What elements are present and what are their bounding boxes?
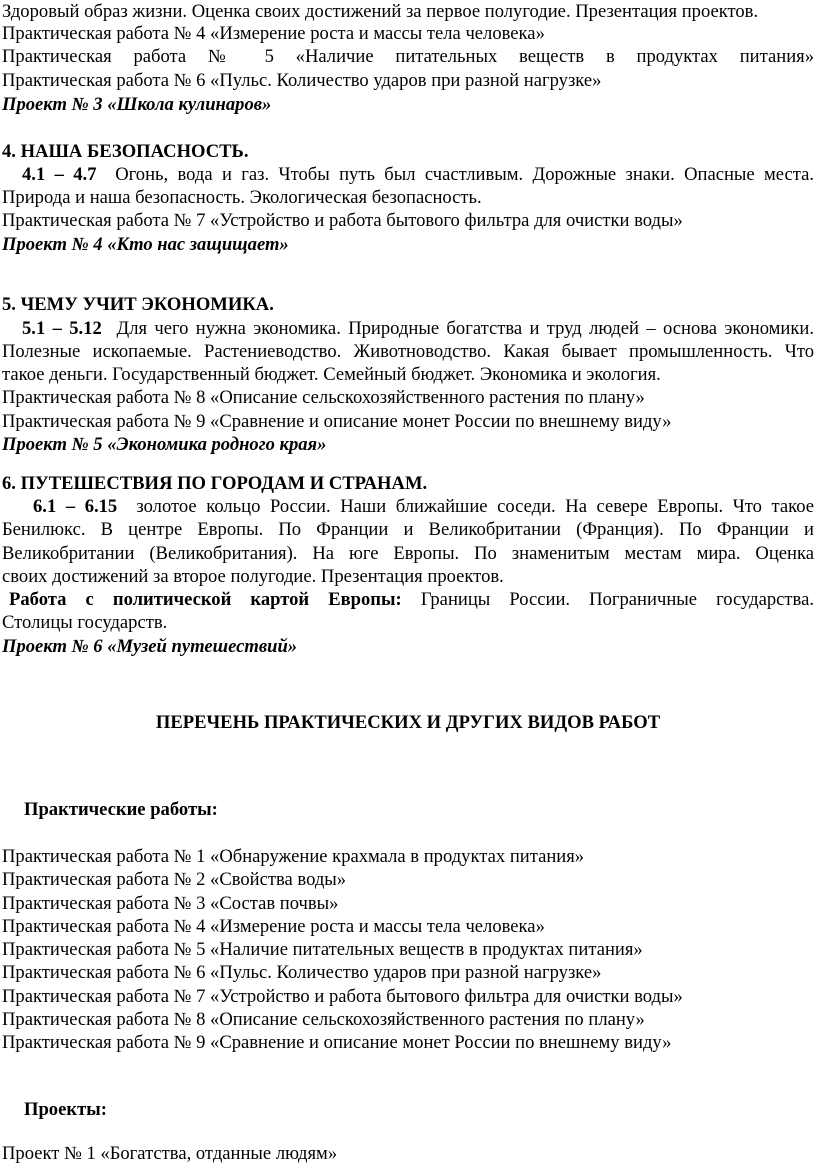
section5-topics-line3: такое деньги. Государственный бюджет. Семейный бюджет. Экономика и экология. — [2, 364, 661, 385]
practical-works-heading: Практические работы: — [24, 799, 218, 820]
practical-work-8: Практическая работа № 8 «Описание сельскохозяйственного растения по плану» — [2, 387, 645, 408]
practical-work-4: Практическая работа № 4 «Измерение роста и массы тела человека» — [2, 23, 545, 44]
section5-topics-line2: Полезные ископаемые. Растениеводство. Животноводство. Какая бывает промышленность. Что — [2, 341, 814, 362]
section4-heading: 4. НАША БЕЗОПАСНОСТЬ. — [2, 141, 249, 162]
list-item: Практическая работа № 5 «Наличие питательных веществ в продуктах питания» — [2, 939, 643, 960]
section4-topics-line1 — [22, 164, 814, 187]
section4-topics-text: Огонь, вода и газ. Чтобы путь был счастливым. Дорожные знаки. Опасные места. — [115, 164, 814, 185]
section6-topics-line2: Бенилюкс. В центре Европы. По Франции и Великобритании (Франция). По Франции и — [2, 519, 814, 540]
list-item: Проект № 1 «Богатства, отданные людям» — [2, 1143, 338, 1164]
section5-range: 5.1 – 5.12 — [22, 318, 102, 339]
projects-heading: Проекты: — [24, 1099, 107, 1120]
practical-work-6: Практическая работа № 6 «Пульс. Количество ударов при разной нагрузке» — [2, 70, 602, 91]
section4-topics-line2: Природа и наша безопасность. Экологическая безопасность. — [2, 187, 482, 208]
project-3: Проект № 3 «Школа кулинаров» — [2, 94, 272, 115]
list-item: Практическая работа № 8 «Описание сельскохозяйственного растения по плану» — [2, 1009, 645, 1030]
section5-topics-text: Для чего нужна экономика. Природные богатства и труд людей – основа экономики. — [116, 318, 815, 339]
map-work-label: Работа с политической картой Европы: — [9, 589, 402, 610]
map-work-text: Границы России. Пограничные государства. — [420, 589, 814, 610]
section3-topics: Здоровый образ жизни. Оценка своих достижений за первое полугодие. Презентация проектов. — [2, 1, 759, 22]
practical-work-5: Практическая работа № 5 «Наличие питательных веществ в продуктах питания» — [2, 46, 814, 67]
list-item: Практическая работа № 7 «Устройство и работа бытового фильтра для очистки воды» — [2, 986, 683, 1007]
section6-topics-line4: своих достижений за второе полугодие. Презентация проектов. — [2, 566, 504, 587]
section4-range: 4.1 – 4.7 — [22, 164, 97, 185]
list-item: Практическая работа № 6 «Пульс. Количество ударов при разной нагрузке» — [2, 962, 602, 983]
section5-heading: 5. ЧЕМУ УЧИТ ЭКОНОМИКА. — [2, 294, 274, 315]
list-item: Практическая работа № 3 «Состав почвы» — [2, 893, 339, 914]
map-work-line2: Столицы государств. — [2, 612, 168, 633]
practical-work-7: Практическая работа № 7 «Устройство и работа бытового фильтра для очистки воды» — [2, 210, 683, 231]
list-item: Практическая работа № 9 «Сравнение и описание монет России по внешнему виду» — [2, 1032, 672, 1053]
section6-topics-line1 — [33, 496, 814, 519]
map-work-line — [9, 589, 814, 612]
list-item: Практическая работа № 1 «Обнаружение крахмала в продуктах питания» — [2, 846, 585, 867]
list-item: Практическая работа № 2 «Свойства воды» — [2, 869, 347, 890]
project-5: Проект № 5 «Экономика родного края» — [2, 434, 327, 455]
section6-range: 6.1 – 6.15 — [33, 496, 118, 517]
practical-work-9: Практическая работа № 9 «Сравнение и описание монет России по внешнему виду» — [2, 411, 672, 432]
section5-topics-line1 — [22, 318, 814, 341]
section6-topics-text: золотое кольцо России. Наши ближайшие соседи. На севере Европы. Что такое — [136, 496, 815, 517]
section6-heading: 6. ПУТЕШЕСТВИЯ ПО ГОРОДАМ И СТРАНАМ. — [2, 473, 428, 494]
list-item: Практическая работа № 4 «Измерение роста и массы тела человека» — [2, 916, 545, 937]
project-6: Проект № 6 «Музей путешествий» — [2, 636, 298, 657]
project-4: Проект № 4 «Кто нас защищает» — [2, 234, 289, 255]
section6-topics-line3: Великобритании (Великобритания). На юге Европы. По знаменитым местам мира. Оценка — [2, 543, 814, 564]
works-list-heading: ПЕРЕЧЕНЬ ПРАКТИЧЕСКИХ И ДРУГИХ ВИДОВ РАБОТ — [155, 712, 661, 733]
